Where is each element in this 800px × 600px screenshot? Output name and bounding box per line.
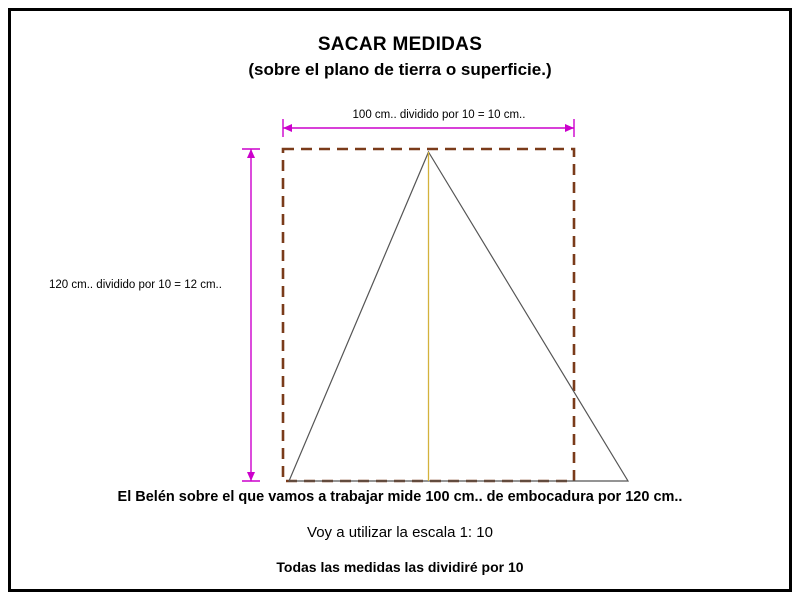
page-subtitle: (sobre el plano de tierra o superficie.) xyxy=(248,59,552,79)
side-measure-label: 120 cm.. dividido por 10 = 12 cm.. xyxy=(49,279,222,291)
top-measure-label: 100 cm.. dividido por 10 = 10 cm.. xyxy=(352,109,526,121)
caption-line-2: Voy a utilizar la escala 1: 10 xyxy=(307,524,493,541)
image-frame xyxy=(8,8,792,592)
page-title: SACAR MEDIDAS xyxy=(317,34,483,55)
triangle-outline xyxy=(289,152,628,481)
left-dimension-arrow xyxy=(242,149,260,481)
top-dimension-arrow xyxy=(283,119,574,137)
caption-line-1: El Belén sobre el que vamos a trabajar mide 100 cm.. de embocadura por 120 cm.. xyxy=(117,489,683,505)
diagram-stage xyxy=(11,11,789,589)
caption-line-3: Todas las medidas las dividiré por 10 xyxy=(276,559,524,575)
title-block xyxy=(11,33,789,81)
